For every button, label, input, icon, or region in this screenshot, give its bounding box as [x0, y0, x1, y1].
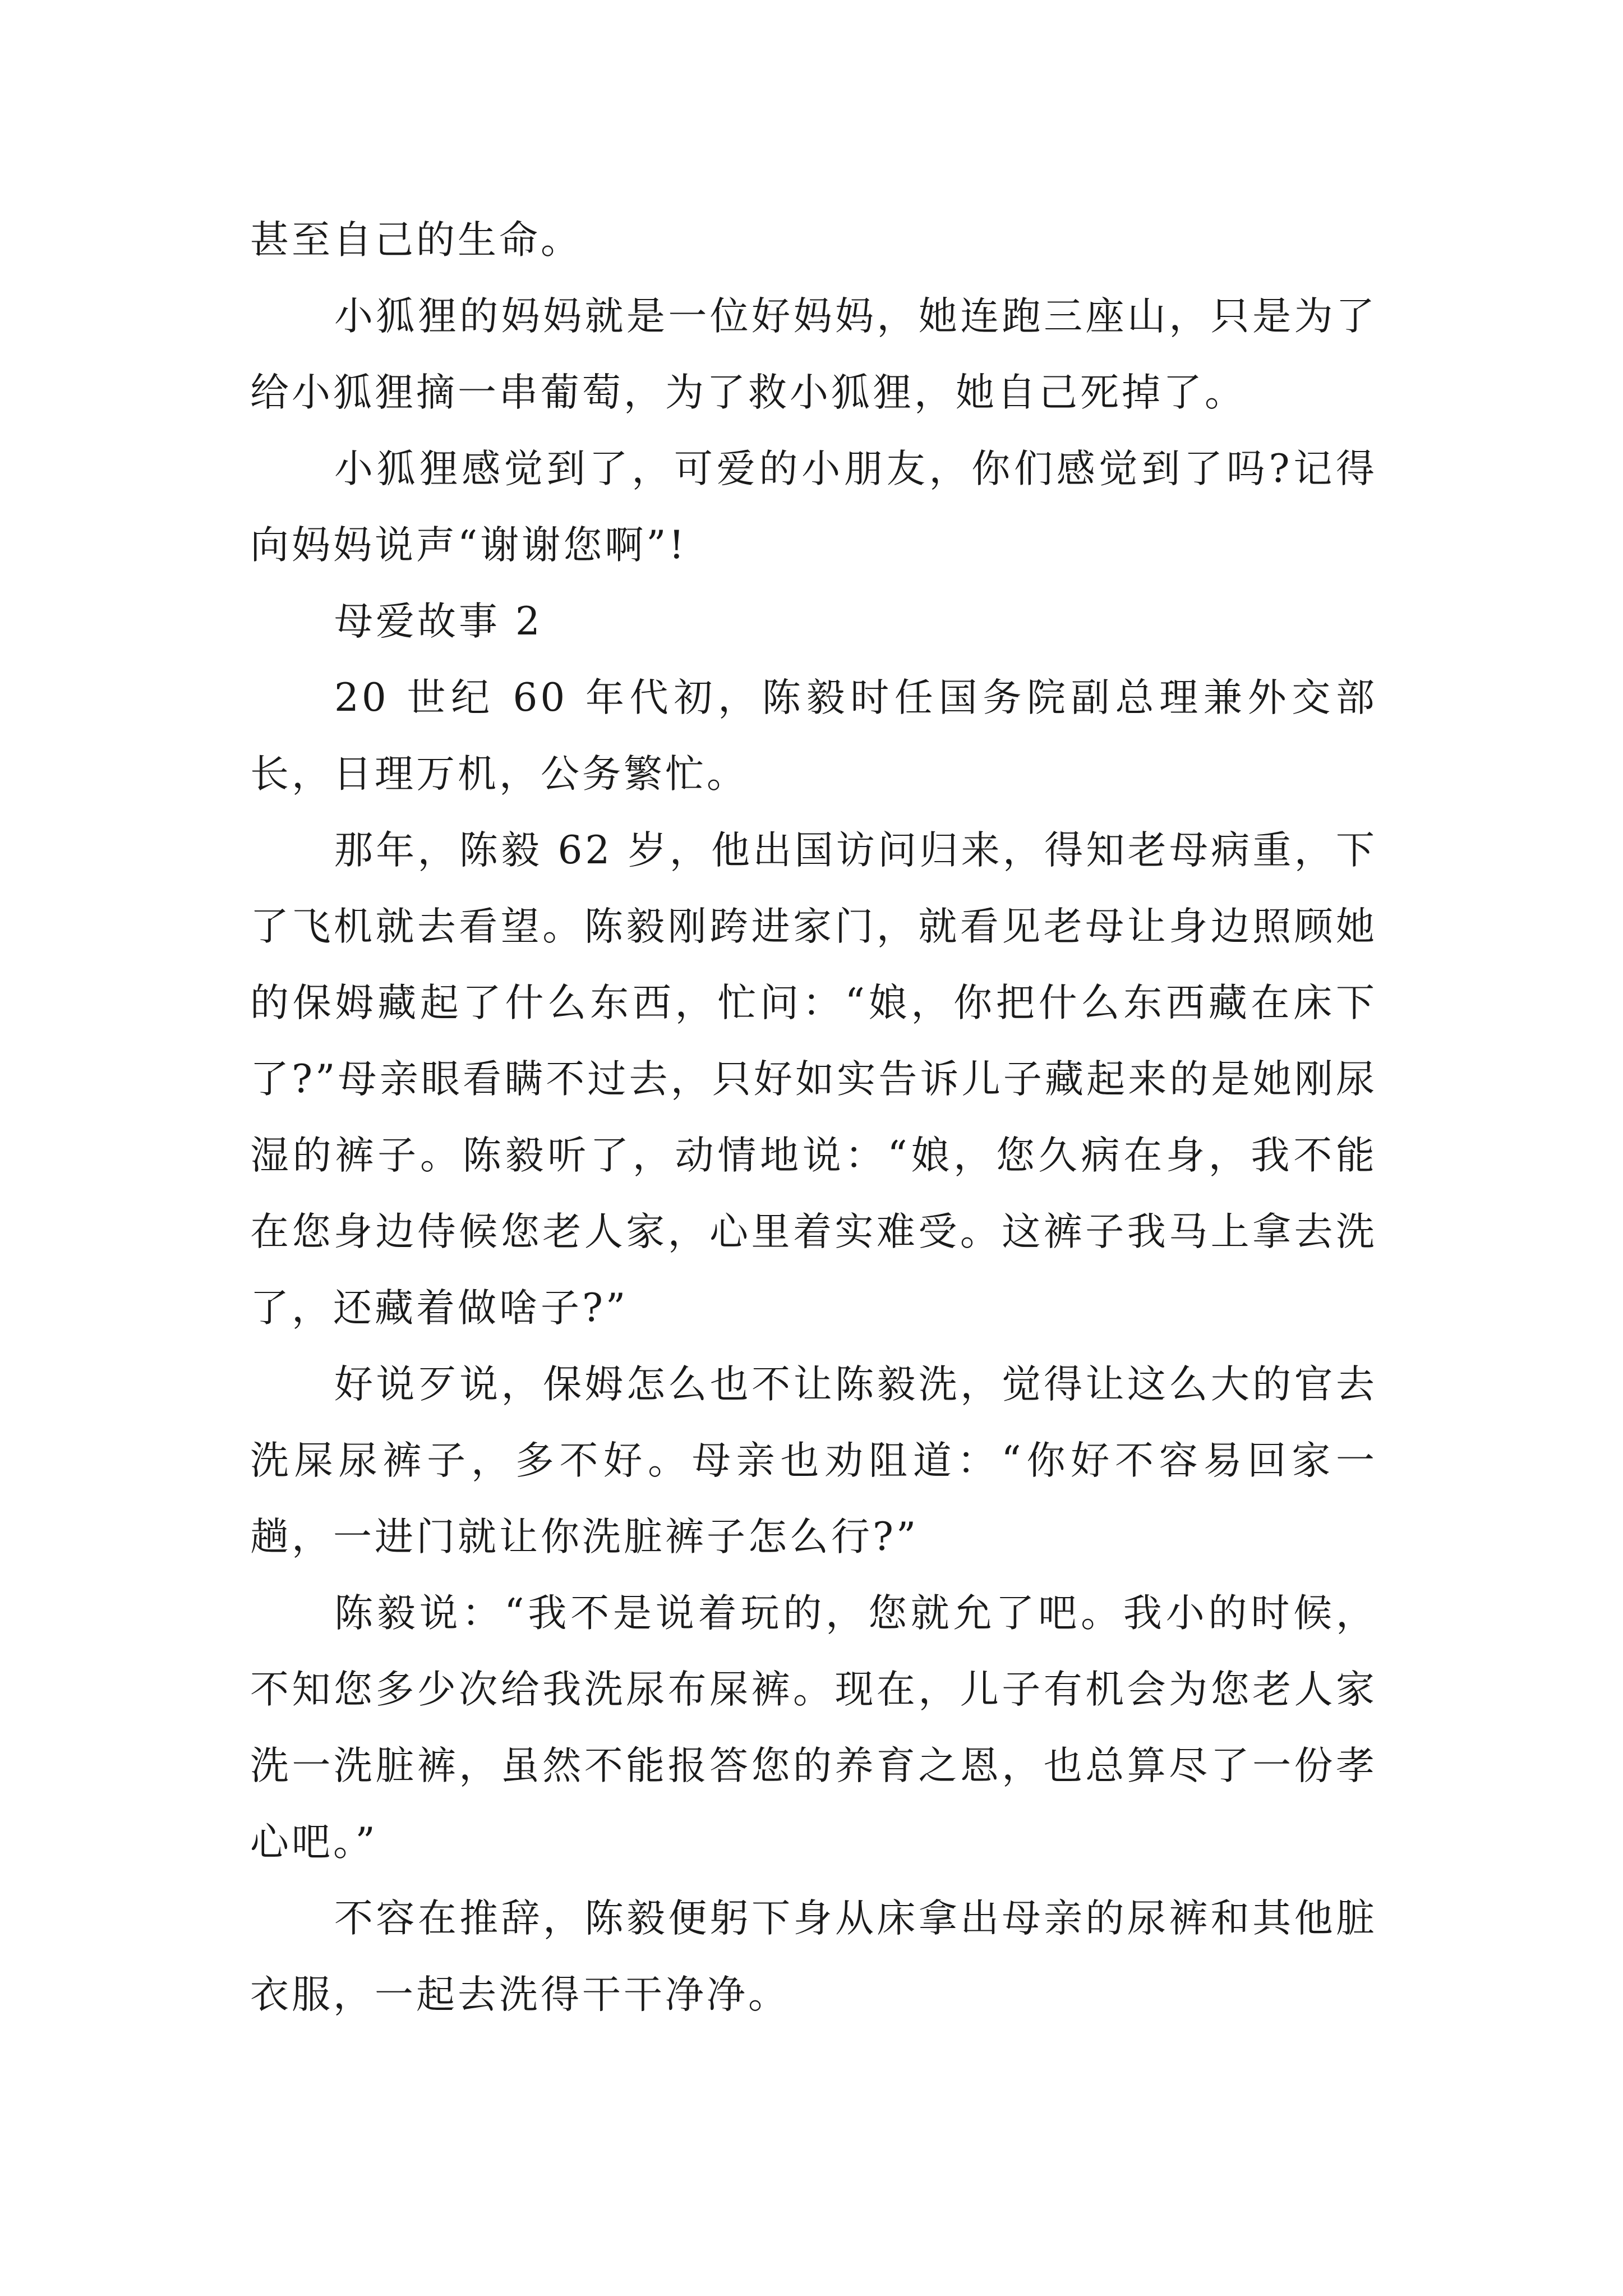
paragraph: 甚至自己的生命。	[250, 218, 582, 263]
paragraph: 20 世纪 60 年代初，陈毅时任国务院副总理兼外交部长，日理万机，公务繁忙。	[250, 675, 1377, 797]
paragraph: 不容在推辞，陈毅便躬下身从床拿出母亲的尿裤和其他脏衣服，一起去洗得干干净净。	[250, 1896, 1377, 2017]
document-body	[250, 202, 1377, 2033]
paragraph: 好说歹说，保姆怎么也不让陈毅洗，觉得让这么大的官去洗屎尿裤子，多不好。母亲也劝阻道：“你好不容易回家一趟，一进门就让你洗脏裤子怎么行?”	[250, 1362, 1377, 1559]
section-heading: 母爱故事 2	[334, 599, 543, 644]
paragraph: 小狐狸的妈妈就是一位好妈妈，她连跑三座山，只是为了给小狐狸摘一串葡萄，为了救小狐狸，她自己死掉了。	[250, 294, 1377, 415]
paragraph: 那年，陈毅 62 岁，他出国访问归来，得知老母病重，下了飞机就去看望。陈毅刚跨进家门，就看见老母让身边照顾她的保姆藏起了什么东西，忙问：“娘，你把什么东西藏在床下了?”母亲眼看瞒不过去，只好如实告诉儿子藏起来的是她刚尿湿的裤子。陈毅听了，动情地说：“娘，您久病在身，我不能在您身边侍候您老人家，心里着实难受。这裤子我马上拿去洗了，还藏着做啥子?”	[250, 828, 1377, 1331]
paragraph: 陈毅说：“我不是说着玩的，您就允了吧。我小的时候，不知您多少次给我洗尿布屎裤。现在，儿子有机会为您老人家洗一洗脏裤，虽然不能报答您的养育之恩，也总算尽了一份孝心吧。”	[250, 1591, 1377, 1865]
paragraph: 小狐狸感觉到了，可爱的小朋友，你们感觉到了吗?记得向妈妈说声“谢谢您啊”!	[250, 447, 1377, 568]
